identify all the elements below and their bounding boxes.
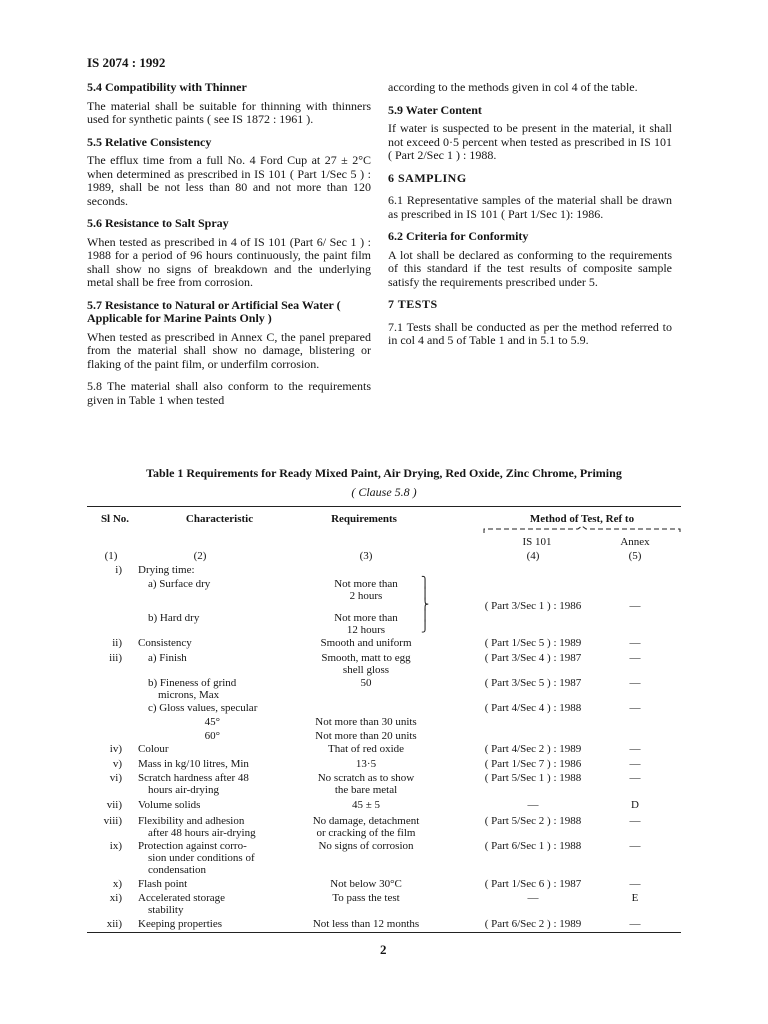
table-cell-sl: x) [112, 878, 122, 890]
table-top-rule [87, 506, 681, 507]
table-cell-sl: ix) [109, 840, 122, 852]
table-cell-method: — [527, 799, 539, 811]
section-6-2-text: A lot shall be declared as conforming to the requirements of this standard if the test results of composite sample satisfy the requirements prescribed under 5. [388, 247, 672, 289]
table-cell-req: Smooth, matt to egg shell gloss [321, 652, 411, 676]
table-cell-annex: E [631, 892, 639, 904]
table-cell-req: To pass the test [332, 892, 400, 904]
table-cell-char: 45° [204, 716, 220, 728]
table-cell-sl: v) [112, 758, 122, 770]
header-annex: Annex [620, 536, 650, 548]
section-5-9-title: 5.9 Water Content [388, 102, 482, 117]
table-clause: ( Clause 5.8 ) [351, 485, 417, 499]
section-5-9-text: If water is suspected to be present in the material, it shall not exceed 0·5 percent when tested as prescribed in IS 101 ( Part 2/Sec 1 ) : 1988. [388, 121, 672, 162]
table-cell-method: ( Part 3/Sec 5 ) : 1987 [484, 677, 582, 689]
table-cell-method: ( Part 4/Sec 2 ) : 1989 [484, 743, 582, 755]
table-caption: Table 1 Requirements for Ready Mixed Paint, Air Drying, Red Oxide, Zinc Chrome, Priming [146, 466, 622, 480]
table-cell-char: Flash point [138, 878, 188, 890]
section-6-title: 6 SAMPLING [388, 170, 467, 185]
table-cell-req: Not below 30°C [330, 878, 402, 890]
table-cell-char: Flexibility and adhesion after 48 hours air-drying [138, 815, 256, 839]
table-cell-annex: — [629, 878, 641, 890]
table-cell-method: ( Part 5/Sec 1 ) : 1988 [484, 772, 582, 784]
page-number: 2 [380, 942, 387, 957]
method-header-brace [482, 525, 682, 535]
table-cell-req: Not more than 2 hours [334, 578, 398, 602]
table-cell-method: ( Part 6/Sec 2 ) : 1989 [484, 918, 582, 930]
header-is101: IS 101 [522, 536, 552, 548]
header-method: Method of Test, Ref to [529, 513, 635, 525]
drying-time-brace: ⎫ ⎪ ⎬ ⎪ ⎭ [421, 577, 430, 633]
column-number: (4) [526, 550, 540, 562]
column-number: (1) [104, 550, 118, 562]
table-cell-method: ( Part 1/Sec 6 ) : 1987 [484, 878, 582, 890]
table-cell-sl: xi) [109, 892, 122, 904]
section-5-8-text: 5.8 The material shall also conform to the requirements given in Table 1 when tested [87, 379, 371, 407]
table-cell-annex: — [629, 652, 641, 664]
header-requirements: Requirements [331, 513, 397, 525]
table-cell-method: ( Part 3/Sec 1 ) : 1986 [484, 600, 582, 612]
section-5-5-title: 5.5 Relative Consistency [87, 134, 212, 149]
table-cell-annex: D [631, 799, 639, 811]
table-cell-annex: — [629, 677, 641, 689]
table-cell-annex: — [629, 743, 641, 755]
table-cell-char: c) Gloss values, specular [148, 702, 258, 714]
column-number: (3) [359, 550, 373, 562]
table-cell-sl: vi) [109, 772, 122, 784]
table-cell-method: ( Part 3/Sec 4 ) : 1987 [484, 652, 582, 664]
table-cell-method: ( Part 6/Sec 1 ) : 1988 [484, 840, 582, 852]
table-cell-method: ( Part 1/Sec 7 ) : 1986 [484, 758, 582, 770]
table-cell-req: 50 [360, 677, 372, 689]
section-5-8-continuation: according to the methods given in col 4 of the table. [388, 80, 638, 94]
table-cell-char: b) Hard dry [148, 612, 200, 624]
section-5-5-text: The efflux time from a full No. 4 Ford Cup at 27 ± 2°C when determined as prescribed in IS 101 ( Part 1/Sec 5 ) : 1989, shall be not less than 80 and not more than 120 seconds. [87, 153, 371, 208]
table-cell-req: No damage, detachment or cracking of the film [312, 815, 420, 839]
table-cell-sl: i) [115, 564, 122, 576]
table-cell-char: Scratch hardness after 48 hours air-drying [138, 772, 249, 796]
table-cell-char: Volume solids [138, 799, 201, 811]
section-7-1-text: 7.1 Tests shall be conducted as per the method referred to in col 4 and 5 of Table 1 and in 5.1 to 5.9. [388, 319, 672, 347]
table-cell-method: — [527, 892, 539, 904]
table-cell-req: Smooth and uniform [320, 637, 412, 649]
table-cell-method: ( Part 5/Sec 2 ) : 1988 [484, 815, 582, 827]
table-cell-req: 13·5 [355, 758, 377, 770]
table-bottom-rule [87, 932, 681, 933]
table-cell-char: Accelerated storage stability [138, 892, 226, 916]
table-cell-annex: — [629, 918, 641, 930]
table-cell-annex: — [629, 702, 641, 714]
table-cell-char: 60° [204, 730, 220, 742]
table-cell-char: Colour [138, 743, 169, 755]
left-column [87, 81, 371, 416]
section-5-7-text: When tested as prescribed in Annex C, the panel prepared from the material shall show no damage, blistering or flaking of the paint film, or underfilm corrosion. [87, 329, 371, 371]
table-cell-annex: — [629, 840, 641, 852]
table-cell-sl: iii) [109, 652, 122, 664]
table-cell-annex: — [629, 637, 641, 649]
section-5-6-text: When tested as prescribed in 4 of IS 101 (Part 6/ Sec 1 ) : 1988 for a period of 96 hours continuously, the paint film shall show no signs of breakdown and the underlying metal shall be free from corrosion. [87, 234, 371, 289]
section-5-6-title: 5.6 Resistance to Salt Spray [87, 216, 229, 230]
section-5-4-text: The material shall be suitable for thinning with thinners used for synthetic paints ( see IS 1872 : 1961 ). [87, 98, 371, 126]
table-cell-req: That of red oxide [327, 743, 405, 755]
table-cell-char: a) Finish [148, 652, 187, 664]
table-cell-req: Not less than 12 months [312, 918, 420, 930]
section-6-2-title: 6.2 Criteria for Conformity [388, 229, 529, 243]
table-cell-sl: vii) [106, 799, 122, 811]
column-number: (2) [193, 550, 207, 562]
section-6-1-text: 6.1 Representative samples of the material shall be drawn as prescribed in IS 101 ( Part 1/Sec 1): 1986. [388, 193, 672, 221]
table-cell-char: a) Surface dry [148, 578, 211, 590]
table-cell-annex: — [629, 600, 641, 612]
column-number: (5) [628, 550, 642, 562]
table-cell-char: Protection against corro- sion under conditions of condensation [138, 840, 255, 876]
section-7-title: 7 TESTS [388, 297, 438, 311]
table-cell-req: 45 ± 5 [351, 799, 381, 811]
header-sl-no: Sl No. [100, 513, 130, 525]
table-cell-req: Not more than 20 units [315, 730, 417, 742]
table-cell-sl: iv) [109, 743, 122, 755]
table-cell-sl: viii) [103, 815, 122, 827]
table-cell-req: No scratch as to show the bare metal [317, 772, 415, 796]
table-cell-annex: — [629, 815, 641, 827]
table-cell-annex: — [629, 772, 641, 784]
standard-header: IS 2074 : 1992 [87, 55, 166, 70]
table-cell-method: ( Part 4/Sec 4 ) : 1988 [484, 702, 582, 714]
table-cell-req: No signs of corrosion [318, 840, 414, 852]
table-cell-sl: xii) [106, 918, 122, 930]
section-5-4-title: 5.4 Compatibility with Thinner [87, 80, 247, 94]
table-cell-char: Keeping properties [138, 918, 222, 930]
table-cell-sl: ii) [112, 637, 122, 649]
table-cell-char: Drying time: [138, 564, 195, 576]
table-cell-req: Not more than 12 hours [334, 612, 398, 636]
table-cell-method: ( Part 1/Sec 5 ) : 1989 [484, 637, 582, 649]
header-characteristic: Characteristic [185, 513, 254, 525]
section-5-7-title: 5.7 Resistance to Natural or Artificial Sea Water ( Applicable for Marine Paints Only ) [87, 297, 341, 325]
right-column [388, 81, 672, 357]
table-cell-char: Consistency [138, 637, 192, 649]
table-cell-char: Mass in kg/10 litres, Min [138, 758, 249, 770]
table-cell-req: Not more than 30 units [315, 716, 417, 728]
table-cell-annex: — [629, 758, 641, 770]
table-cell-char: b) Fineness of grind microns, Max [148, 677, 237, 701]
